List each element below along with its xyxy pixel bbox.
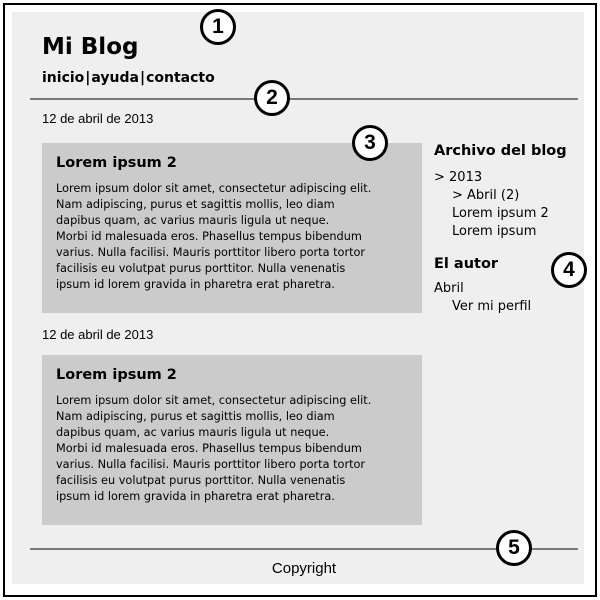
blog-title[interactable]: Mi Blog	[42, 34, 139, 60]
nav-separator: |	[85, 70, 91, 86]
main-nav	[42, 70, 215, 86]
archive-post-link[interactable]: Lorem ipsum 2	[452, 206, 549, 221]
post-date: 12 de abril de 2013	[42, 327, 154, 342]
post-card	[42, 143, 422, 313]
nav-link-ayuda[interactable]: ayuda	[91, 70, 139, 86]
nav-separator: |	[139, 70, 146, 86]
annotation-marker-5: 5	[496, 530, 532, 566]
nav-link-contacto[interactable]: contacto	[146, 70, 215, 86]
post-body: Lorem ipsum dolor sit amet, consectetur adipiscing elit. Nam adipiscing, purus et sagittis mollis, leo diam dapibus quam, ac varius mauris ligula ut neque. Morbi id malesuada eros. Phasellus tempus bibendum varius. Nulla facilisi. Mauris porttitor libero porta tortor facilisis eu volutpat purus porttitor. Nulla venenatis ipsum id lorem gravida in pharetra erat pharetra.	[56, 182, 372, 291]
post-title[interactable]: Lorem ipsum 2	[56, 367, 177, 383]
header-divider	[30, 98, 578, 100]
footer-copyright: Copyright	[271, 560, 337, 577]
archive-post-link[interactable]: Lorem ipsum	[452, 224, 537, 239]
nav-link-inicio[interactable]: inicio	[42, 70, 85, 86]
post-date: 12 de abril de 2013	[42, 111, 154, 126]
author-heading: El autor	[434, 256, 499, 272]
annotation-marker-2: 2	[254, 80, 290, 116]
post-title[interactable]: Lorem ipsum 2	[56, 155, 177, 171]
view-profile-link[interactable]: Ver mi perfil	[452, 299, 532, 314]
annotation-marker-4: 4	[551, 252, 587, 288]
archive-heading: Archivo del blog	[434, 143, 567, 159]
archive-month-toggle[interactable]	[434, 187, 584, 205]
sidebar	[434, 143, 584, 316]
post-body: Lorem ipsum dolor sit amet, consectetur adipiscing elit. Nam adipiscing, purus et sagittis mollis, leo diam dapibus quam, ac varius mauris ligula ut neque. Morbi id malesuada eros. Phasellus tempus bibendum varius. Nulla facilisi. Mauris porttitor libero porta tortor facilisis eu volutpat purus porttitor. Nulla venenatis ipsum id lorem gravida in pharetra erat pharetra.	[56, 394, 372, 503]
annotation-marker-3: 3	[352, 125, 388, 161]
archive-month: > Abril (2)	[452, 188, 520, 203]
author-name: Abril	[434, 281, 464, 296]
post-card	[42, 355, 422, 525]
archive-year-toggle[interactable]	[434, 169, 584, 187]
archive-year: > 2013	[434, 170, 483, 185]
annotation-marker-1: 1	[200, 9, 236, 45]
